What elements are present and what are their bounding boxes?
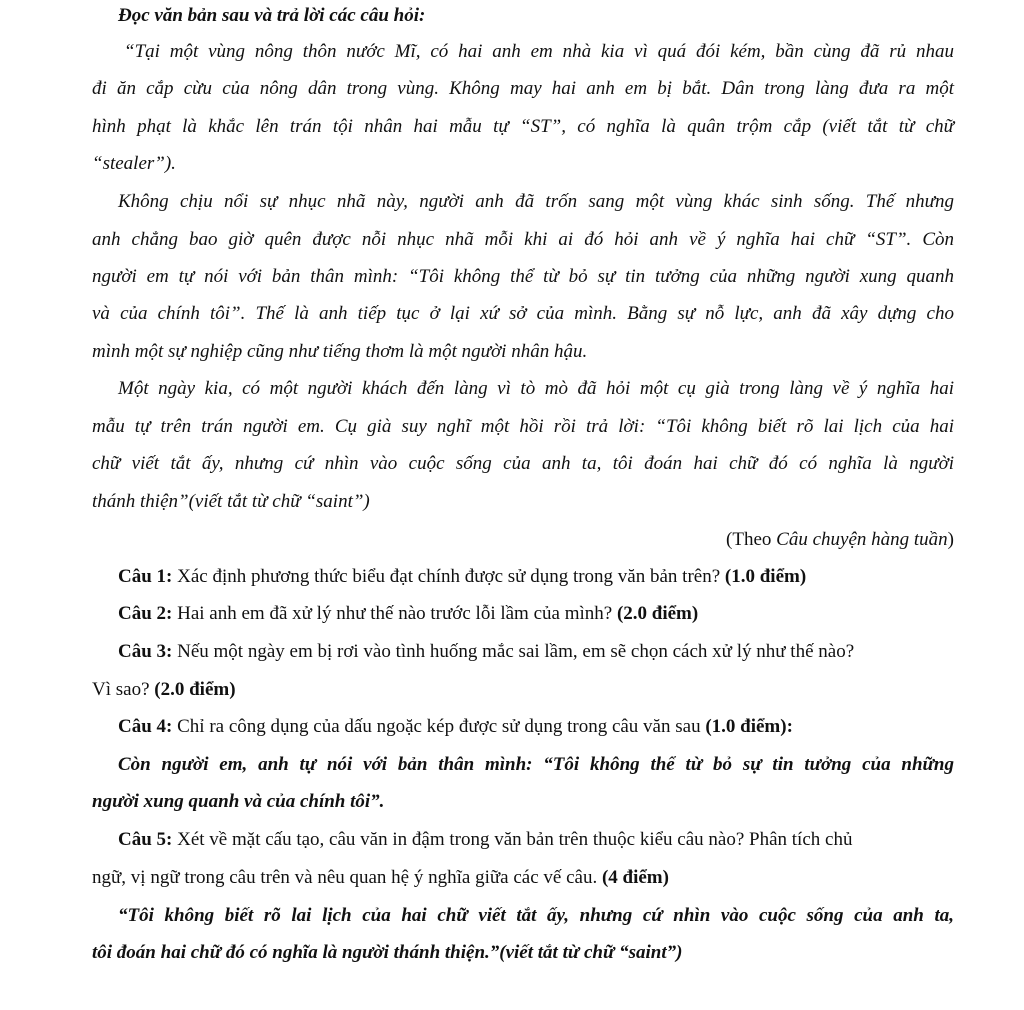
- question-text: Nếu một ngày em bị rơi vào tình huống mắc sai lầm, em sẽ chọn cách xử lý như thế nào?: [172, 641, 855, 662]
- question-text: Xác định phương thức biểu đạt chính được sử dụng trong văn bản trên?: [172, 566, 725, 587]
- story-line: đi ăn cắp cừu của nông dân trong vùng. Không may hai anh em bị bắt. Dân trong làng đưa ra một: [92, 78, 954, 99]
- source-prefix: (Theo: [726, 529, 777, 550]
- story-line: “Tại một vùng nông thôn nước Mĩ, có hai anh em nhà kia vì quá đói kém, bần cùng đã rủ nhau: [124, 41, 954, 62]
- story-line: thánh thiện”(viết tắt từ chữ “saint”): [92, 491, 370, 512]
- question-label: Câu 3:: [118, 641, 173, 662]
- question-text: Chỉ ra công dụng của dấu ngoặc kép được sử dụng trong câu văn sau: [172, 716, 706, 737]
- question-points: (2.0 điểm): [616, 603, 699, 624]
- question-4: [118, 715, 954, 739]
- question-label: Câu 2:: [118, 603, 173, 624]
- story-line: “stealer”).: [92, 153, 176, 174]
- story-line: mẫu tự trên trán người em. Cụ già suy nghĩ một hồi rồi trả lời: “Tôi không biết rõ lai lịch của hai: [92, 416, 954, 437]
- source-suffix: ): [947, 529, 954, 550]
- question-points: (1.0 điểm):: [705, 716, 793, 737]
- question-text: ngữ, vị ngữ trong câu trên và nêu quan hệ ý nghĩa giữa các vế câu.: [92, 867, 602, 888]
- story-line: mình một sự nghiệp cũng như tiếng thơm là một người nhân hậu.: [92, 341, 588, 362]
- question-text: Hai anh em đã xử lý như thế nào trước lỗi lầm của mình?: [172, 603, 617, 624]
- question-1: [118, 565, 954, 589]
- question-label: Câu 4:: [118, 716, 173, 737]
- question-points: (2.0 điểm): [154, 679, 236, 700]
- story-line: anh chẳng bao giờ quên được nỗi nhục nhã mỗi khi ai đó hỏi anh về ý nghĩa hai chữ “ST”. Còn: [92, 229, 954, 250]
- bold-sentence: tôi đoán hai chữ đó có nghĩa là người thánh thiện.”(viết tắt từ chữ “saint”): [92, 942, 683, 963]
- question-text: Vì sao?: [92, 679, 155, 700]
- story-line: hình phạt là khắc lên trán tội nhân hai mẫu tự “ST”, có nghĩa là quân trộm cắp (viết tắt từ chữ: [92, 116, 954, 137]
- question-3: [118, 640, 954, 664]
- question-2: [118, 602, 954, 626]
- question-text: Xét về mặt cấu tạo, câu văn in đậm trong văn bản trên thuộc kiểu câu nào? Phân tích chủ: [172, 829, 853, 850]
- story-line: và của chính tôi”. Thế là anh tiếp tục ở lại xứ sở của mình. Bằng sự nỗ lực, anh đã xây dựng cho: [92, 303, 954, 324]
- question-5: [118, 828, 954, 852]
- question-3-continued: [92, 678, 954, 702]
- source-title: Câu chuyện hàng tuần: [776, 529, 948, 550]
- story-line: chữ viết tắt ấy, nhưng cứ nhìn vào cuộc sống của anh ta, tôi đoán hai chữ đó có nghĩa là người: [92, 453, 954, 474]
- quoted-sentence: Còn người em, anh tự nói với bản thân mình: “Tôi không thể từ bỏ sự tin tưởng của những: [118, 754, 954, 775]
- instruction-heading: Đọc văn bản sau và trả lời các câu hỏi:: [118, 5, 426, 26]
- question-points: (1.0 điểm): [724, 566, 807, 587]
- story-line: Một ngày kia, có một người khách đến làng vì tò mò đã hỏi một cụ già trong làng về ý nghĩa hai: [118, 378, 954, 399]
- source-citation: [92, 528, 954, 552]
- story-line: người em tự nói với bản thân mình: “Tôi không thể từ bỏ sự tin tưởng của những người xung quanh: [92, 266, 954, 287]
- story-line: Không chịu nổi sự nhục nhã này, người anh đã trốn sang một vùng khác sinh sống. Thế nhưng: [118, 191, 954, 212]
- question-label: Câu 1:: [118, 566, 173, 587]
- question-points: (4 điểm): [601, 867, 669, 888]
- question-label: Câu 5:: [118, 829, 173, 850]
- bold-sentence: “Tôi không biết rõ lai lịch của hai chữ viết tắt ấy, nhưng cứ nhìn vào cuộc sống của anh ta,: [118, 905, 954, 926]
- quoted-sentence: người xung quanh và của chính tôi”.: [92, 791, 385, 812]
- question-5-continued: [92, 866, 954, 890]
